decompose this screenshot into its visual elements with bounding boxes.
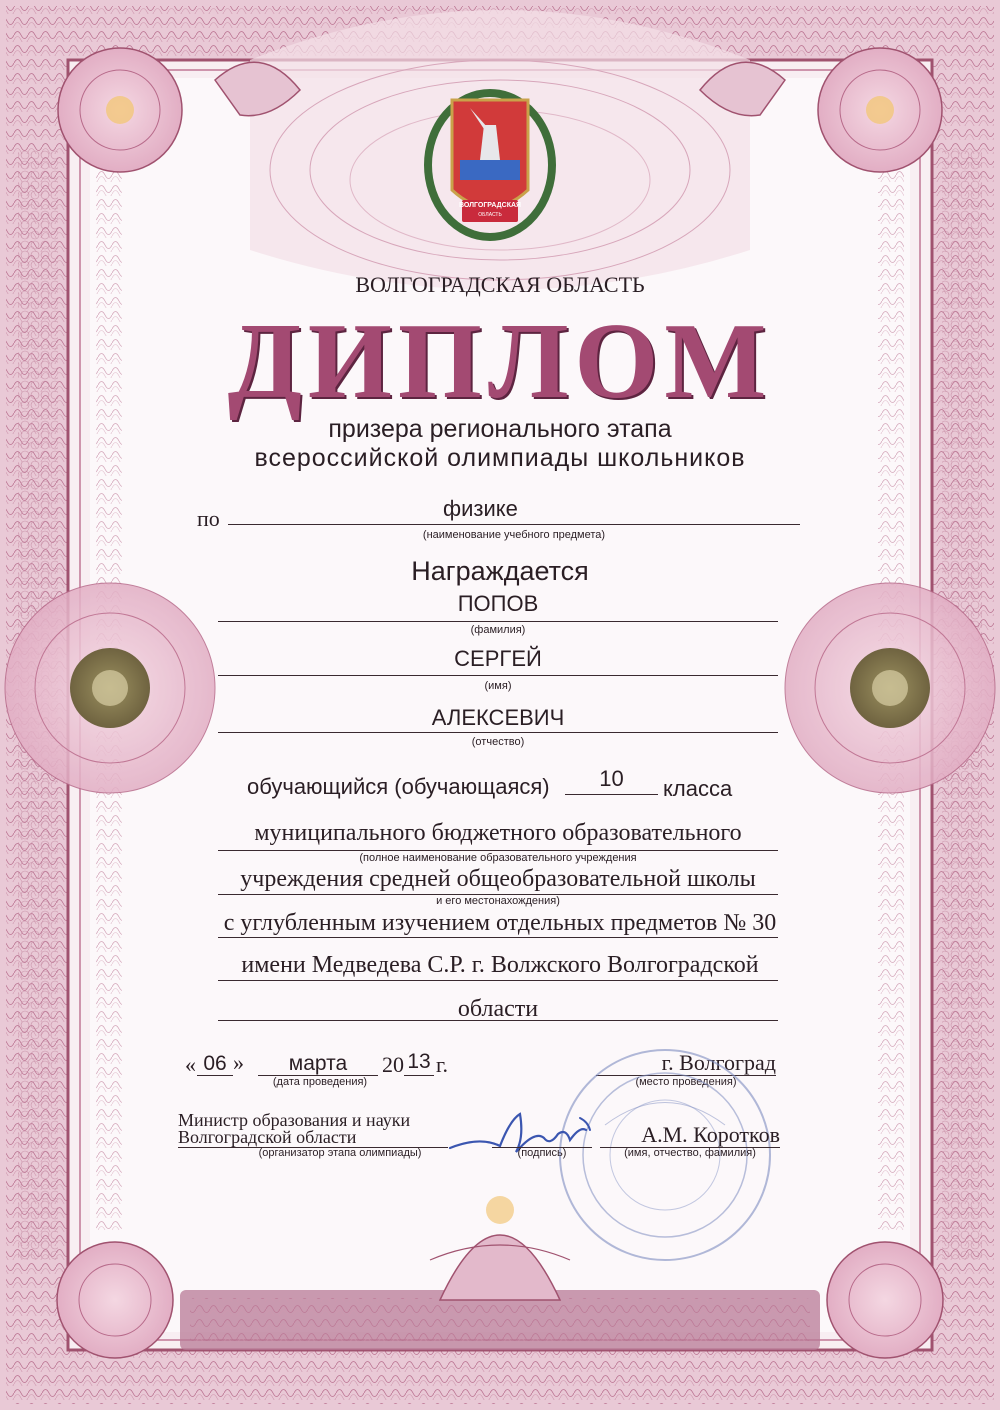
school-underline-5 <box>218 1020 778 1021</box>
organizer-line-2: Волгоградской области <box>178 1127 357 1147</box>
school-line-2: учреждения средней общеобразовательной школы <box>240 866 756 892</box>
emblem-ribbon-subtext: ОБЛАСТЬ <box>478 212 502 218</box>
date-day: 06 <box>203 1052 227 1075</box>
name-hint: (имя) <box>484 680 512 692</box>
school-hint-2: и его местонахождения) <box>436 895 560 907</box>
patronymic-value: АЛЕКСЕВИЧ <box>431 705 565 730</box>
organizer-hint: (организатор этапа олимпиады) <box>258 1147 422 1159</box>
signer-name: А.М. Коротков <box>641 1122 780 1147</box>
patronymic-underline <box>218 732 778 733</box>
grade-suffix: класса <box>663 776 733 801</box>
award-heading: Награждается <box>411 556 589 586</box>
surname-hint: (фамилия) <box>470 624 526 636</box>
subject-underline <box>228 524 800 525</box>
date-close-quote: » <box>233 1050 244 1075</box>
patronymic-hint: (отчество) <box>471 736 525 748</box>
grade-value: 10 <box>599 766 624 791</box>
date-hint: (дата проведения) <box>272 1076 368 1088</box>
date-year-prefix: 20 <box>382 1052 404 1077</box>
document-title: ДИПЛОМ <box>227 302 773 421</box>
emblem-ribbon-text: ВОЛГОГРАДСКАЯ <box>458 202 522 209</box>
grade-prefix: обучающийся (обучающаяся) <box>247 774 550 799</box>
name-underline <box>218 675 778 676</box>
region-name: ВОЛГОГРАДСКАЯ ОБЛАСТЬ <box>355 272 645 297</box>
date-month: марта <box>288 1052 348 1075</box>
place-value: г. Волгоград <box>661 1050 776 1075</box>
subject-prefix: по <box>197 506 220 531</box>
date-open-quote: « <box>185 1052 196 1077</box>
organizer-line-1: Министр образования и науки <box>178 1110 411 1130</box>
subtitle-line-1: призера регионального этапа <box>328 415 672 443</box>
school-underline-4 <box>218 980 778 981</box>
school-line-1: муниципального бюджетного образовательного <box>254 820 742 846</box>
school-line-5: области <box>457 996 539 1022</box>
subject-hint: (наименование учебного предмета) <box>422 529 606 541</box>
name-value: СЕРГЕЙ <box>454 646 542 671</box>
school-line-3: с углубленным изучением отдельных предметов № 30 <box>223 910 777 936</box>
school-line-4: имени Медведева С.Р. г. Волжского Волгоградской <box>241 952 759 978</box>
grade-underline <box>565 794 658 795</box>
subject-value: физике <box>443 496 518 521</box>
school-hint-1: (полное наименование образовательного учреждения <box>359 852 637 864</box>
surname-value: ПОПОВ <box>457 591 539 616</box>
subtitle-line-2: всероссийской олимпиады школьников <box>254 444 746 472</box>
signature-hint: (подпись) <box>517 1147 567 1159</box>
surname-underline <box>218 621 778 622</box>
place-hint: (место проведения) <box>635 1076 737 1088</box>
school-underline-1 <box>218 850 778 851</box>
date-day-underline <box>197 1075 233 1076</box>
date-year-suffix: 13 <box>407 1050 431 1073</box>
signer-hint: (имя, отчество, фамилия) <box>624 1147 756 1159</box>
date-year-unit: г. <box>436 1052 449 1077</box>
school-underline-3 <box>218 937 778 938</box>
